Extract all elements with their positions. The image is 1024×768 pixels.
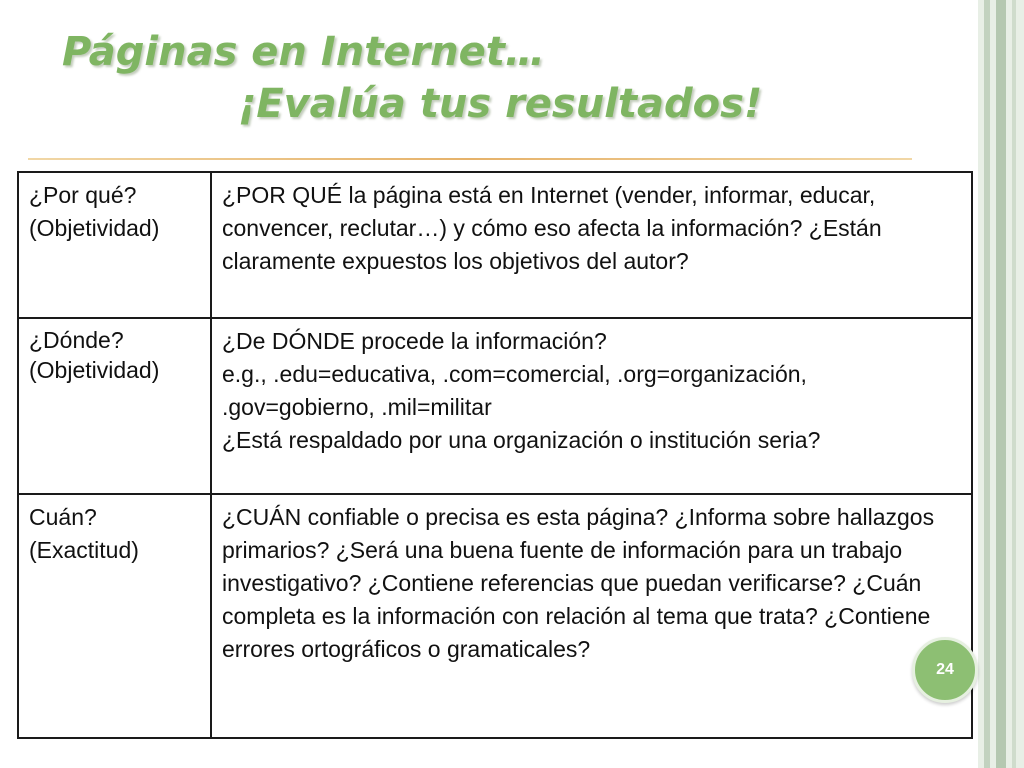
page-number-badge: 24 — [912, 637, 978, 703]
description-cell — [211, 172, 972, 318]
title-divider — [28, 158, 912, 160]
question-label: ¿Por qué? — [29, 182, 137, 208]
criterion-label: (Objetividad) — [29, 357, 160, 383]
description-text: ¿De DÓNDE procede la información? — [222, 328, 607, 354]
question-cell — [18, 494, 211, 738]
question-cell — [18, 318, 211, 494]
criterion-label: (Exactitud) — [29, 537, 139, 563]
table-row — [18, 318, 972, 494]
description-text: ¿Está respaldado por una organización o institución seria? — [222, 427, 821, 453]
question-cell — [18, 172, 211, 318]
title-line-1: Páginas en Internet… — [62, 29, 545, 75]
title-line-2: ¡Evalúa tus resultados! — [238, 81, 763, 127]
left-margin — [0, 0, 12, 768]
question-label: Cuán? — [29, 504, 97, 530]
criterion-label: (Objetividad) — [29, 215, 160, 241]
slide-title — [62, 26, 942, 130]
description-cell — [211, 494, 972, 738]
description-text: ¿CUÁN confiable o precisa es esta página? ¿Informa sobre hallazgos primarios? ¿Será una buena fuente de información para un trabajo investigativo? ¿Contiene referencias que puedan verificarse? ¿Cuán completa es la información con relación al tema que trata? ¿Contiene errores ortográficos o gramaticales? — [222, 504, 935, 662]
table-row — [18, 172, 972, 318]
question-label: ¿Dónde? — [29, 327, 124, 353]
right-decorative-border — [978, 0, 1024, 768]
description-text: e.g., .edu=educativa, .com=comercial, .org=organización, .gov=gobierno, .mil=militar — [222, 361, 807, 420]
table-row — [18, 494, 972, 738]
description-text: ¿POR QUÉ la página está en Internet (vender, informar, educar, convencer, reclutar…) y cómo eso afecta la información? ¿Están claramente expuestos los objetivos del autor? — [222, 182, 882, 274]
description-cell — [211, 318, 972, 494]
evaluation-table — [17, 171, 973, 739]
